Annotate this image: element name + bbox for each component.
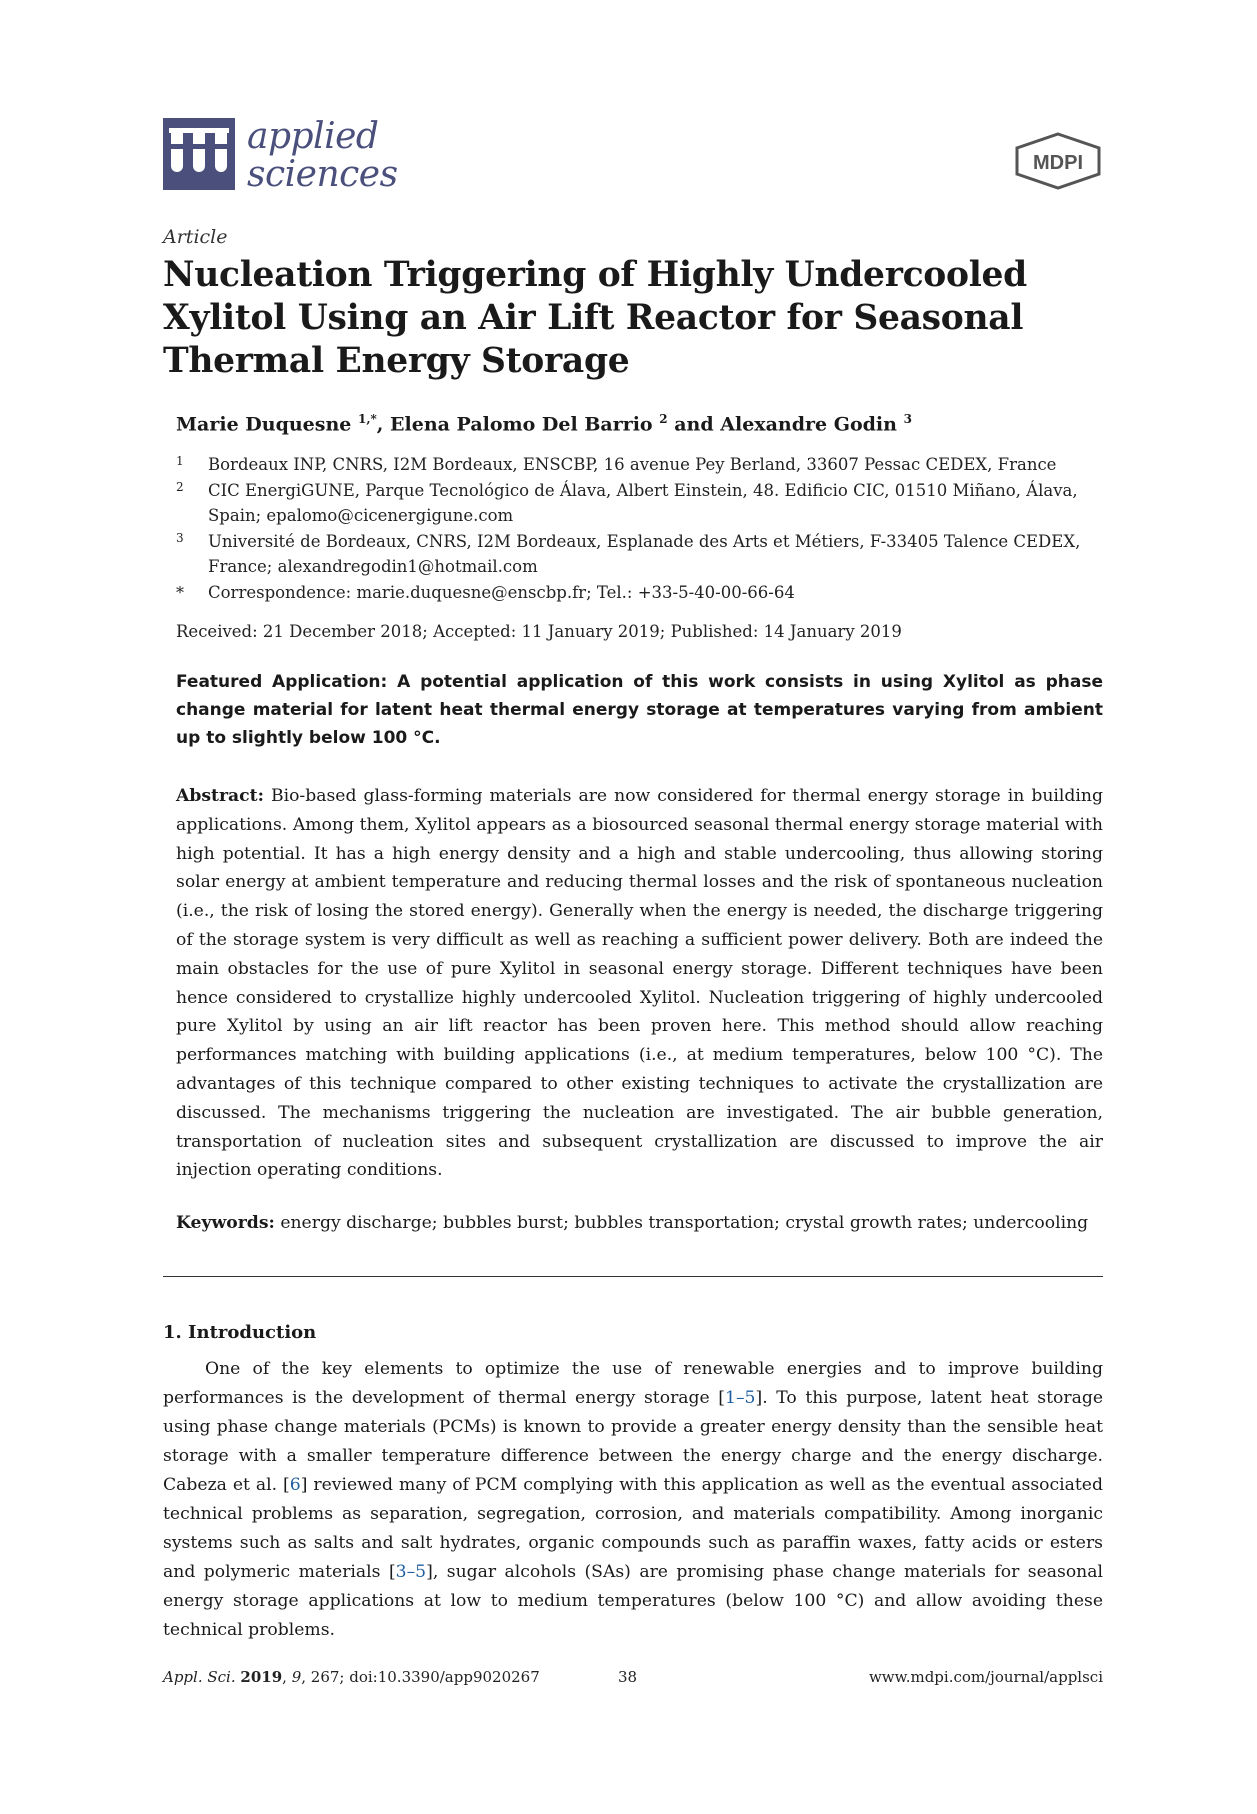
keywords-label: Keywords: [176, 1213, 275, 1233]
author-affiliation-mark: 3 [903, 412, 912, 426]
footer-volume: 9 [291, 1668, 302, 1686]
citation-link[interactable]: 1–5 [725, 1388, 756, 1408]
footer-year: 2019 [240, 1668, 283, 1686]
correspondence-item [176, 580, 1096, 606]
affiliation-text: Université de Bordeaux, CNRS, I2M Bordeaux, Esplanade des Arts et Métiers, F-33405 Talence CEDEX, France; alexandregodin1@hotmail.com [208, 531, 1081, 576]
page-number: 38 [618, 1668, 638, 1686]
citation-link[interactable]: 3–5 [395, 1562, 427, 1582]
abstract-label: Abstract: [176, 786, 264, 806]
footer-journal: Appl. Sci. [163, 1668, 236, 1686]
affiliation-mark: * [176, 582, 184, 602]
keywords [176, 1209, 1103, 1237]
journal-name [247, 118, 398, 194]
article-type: Article [163, 226, 228, 248]
affiliation-mark: 3 [176, 530, 184, 545]
journal-name-line1: applied [247, 116, 379, 157]
intro-text: One of the key elements to optimize the use of renewable energies and to improve building performances is the development of thermal energy storage [ [163, 1359, 1103, 1408]
keywords-text: energy discharge; bubbles burst; bubbles transportation; crystal growth rates; undercooling [280, 1213, 1089, 1233]
introduction-paragraph [163, 1355, 1103, 1645]
journal-name-line2: sciences [247, 154, 398, 195]
correspondence-text: Correspondence: marie.duquesne@enscbp.fr; Tel.: +33-5-40-00-66-64 [208, 582, 795, 602]
paper-title: Nucleation Triggering of Highly Undercooled Xylitol Using an Air Lift Reactor for Seasonal Thermal Energy Storage [163, 255, 1027, 381]
author-name: Marie Duquesne [176, 413, 352, 436]
publisher-logo [1013, 132, 1103, 190]
author-name: Elena Palomo Del Barrio [390, 413, 653, 436]
author-list [176, 412, 912, 435]
abstract [176, 782, 1103, 1185]
featured-application: Featured Application: A potential application of this work consists in using Xylitol as phase change material for latent heat thermal energy storage at temperatures varying from ambient up to slightly below 100 °C. [176, 672, 1103, 748]
affiliation-text: Bordeaux INP, CNRS, I2M Bordeaux, ENSCBP, 16 avenue Pey Berland, 33607 Pessac CEDEX, France [208, 455, 1057, 474]
section-divider [163, 1276, 1103, 1277]
author-affiliation-mark: 1,* [357, 412, 377, 426]
author-name: Alexandre Godin [720, 413, 897, 436]
intro-text: ], sugar alcohols (SAs) are promising phase change materials for seasonal energy storage applications at low to medium temperatures (below 100 °C) and allow avoiding these technical problems. [163, 1562, 1103, 1640]
footer-citation: Appl. Sci. 2019, 9, 267; doi:10.3390/app9020267 [163, 1668, 540, 1686]
abstract-text: Bio-based glass-forming materials are now considered for thermal energy storage in building applications. Among them, Xylitol appears as a biosourced seasonal thermal energy storage material with high potential. It has a high energy density and a high and stable undercooling, thus allowing storing solar energy at ambient temperature and reducing thermal losses and the risk of spontaneous nucleation (i.e., the risk of losing the stored energy). Generally when the energy is needed, the discharge triggering of the storage system is very difficult as well as reaching a sufficient power delivery. Both are indeed the main obstacles for the use of pure Xylitol in seasonal energy storage. Different techniques have been hence considered to crystallize highly undercooled Xylitol. Nucleation triggering of highly undercooled pure Xylitol by using an air lift reactor has been proven here. This method should allow reaching performances matching with building applications (i.e., at medium temperatures, below 100 °C). The advantages of this technique compared to other existing techniques to activate the crystallization are discussed. The mechanisms triggering the nucleation are investigated. The air bubble generation, transportation of nucleation sites and subsequent crystallization are discussed to improve the air injection operating conditions. [176, 786, 1103, 1181]
journal-logo [163, 118, 398, 194]
publication-dates: Received: 21 December 2018; Accepted: 11 January 2019; Published: 14 January 2019 [176, 622, 902, 641]
affiliation-text: CIC EnergiGUNE, Parque Tecnológico de Álava, Albert Einstein, 48. Edificio CIC, 01510 Miñano, Álava, Spain; epalomo@cicenergigune.com [208, 480, 1078, 525]
affiliation-item [176, 452, 1096, 478]
affiliation-item [176, 478, 1096, 529]
intro-text: ] reviewed many of PCM complying with this application as well as the eventual associated technical problems as separation, segregation, corrosion, and materials compatibility. Among inorganic systems such as salts and salt hydrates, organic compounds such as paraffin waxes, fatty acids or esters and polymeric materials [ [163, 1475, 1103, 1582]
author-separator: and [667, 413, 721, 436]
author-affiliation-mark: 2 [659, 412, 668, 426]
affiliation-mark: 1 [176, 454, 184, 468]
publisher-name: MDPI [1033, 152, 1083, 174]
author-separator: , [376, 413, 391, 436]
section-heading: 1. Introduction [163, 1322, 317, 1343]
citation-link[interactable]: 6 [289, 1475, 301, 1495]
test-tubes-icon [163, 118, 235, 190]
footer-doi: , 267; doi:10.3390/app9020267 [301, 1668, 540, 1686]
mdpi-logo-icon [1013, 132, 1103, 190]
affiliation-item [176, 529, 1096, 580]
journal-url[interactable]: www.mdpi.com/journal/applsci [868, 1668, 1103, 1686]
affiliation-mark: 2 [176, 479, 184, 494]
intro-text: ]. To this purpose, latent heat storage using phase change materials (PCMs) is known to provide a greater energy density than the sensible heat storage with a smaller temperature difference between the energy charge and the energy discharge. Cabeza et al. [ [163, 1388, 1103, 1495]
affiliations [176, 452, 1096, 605]
